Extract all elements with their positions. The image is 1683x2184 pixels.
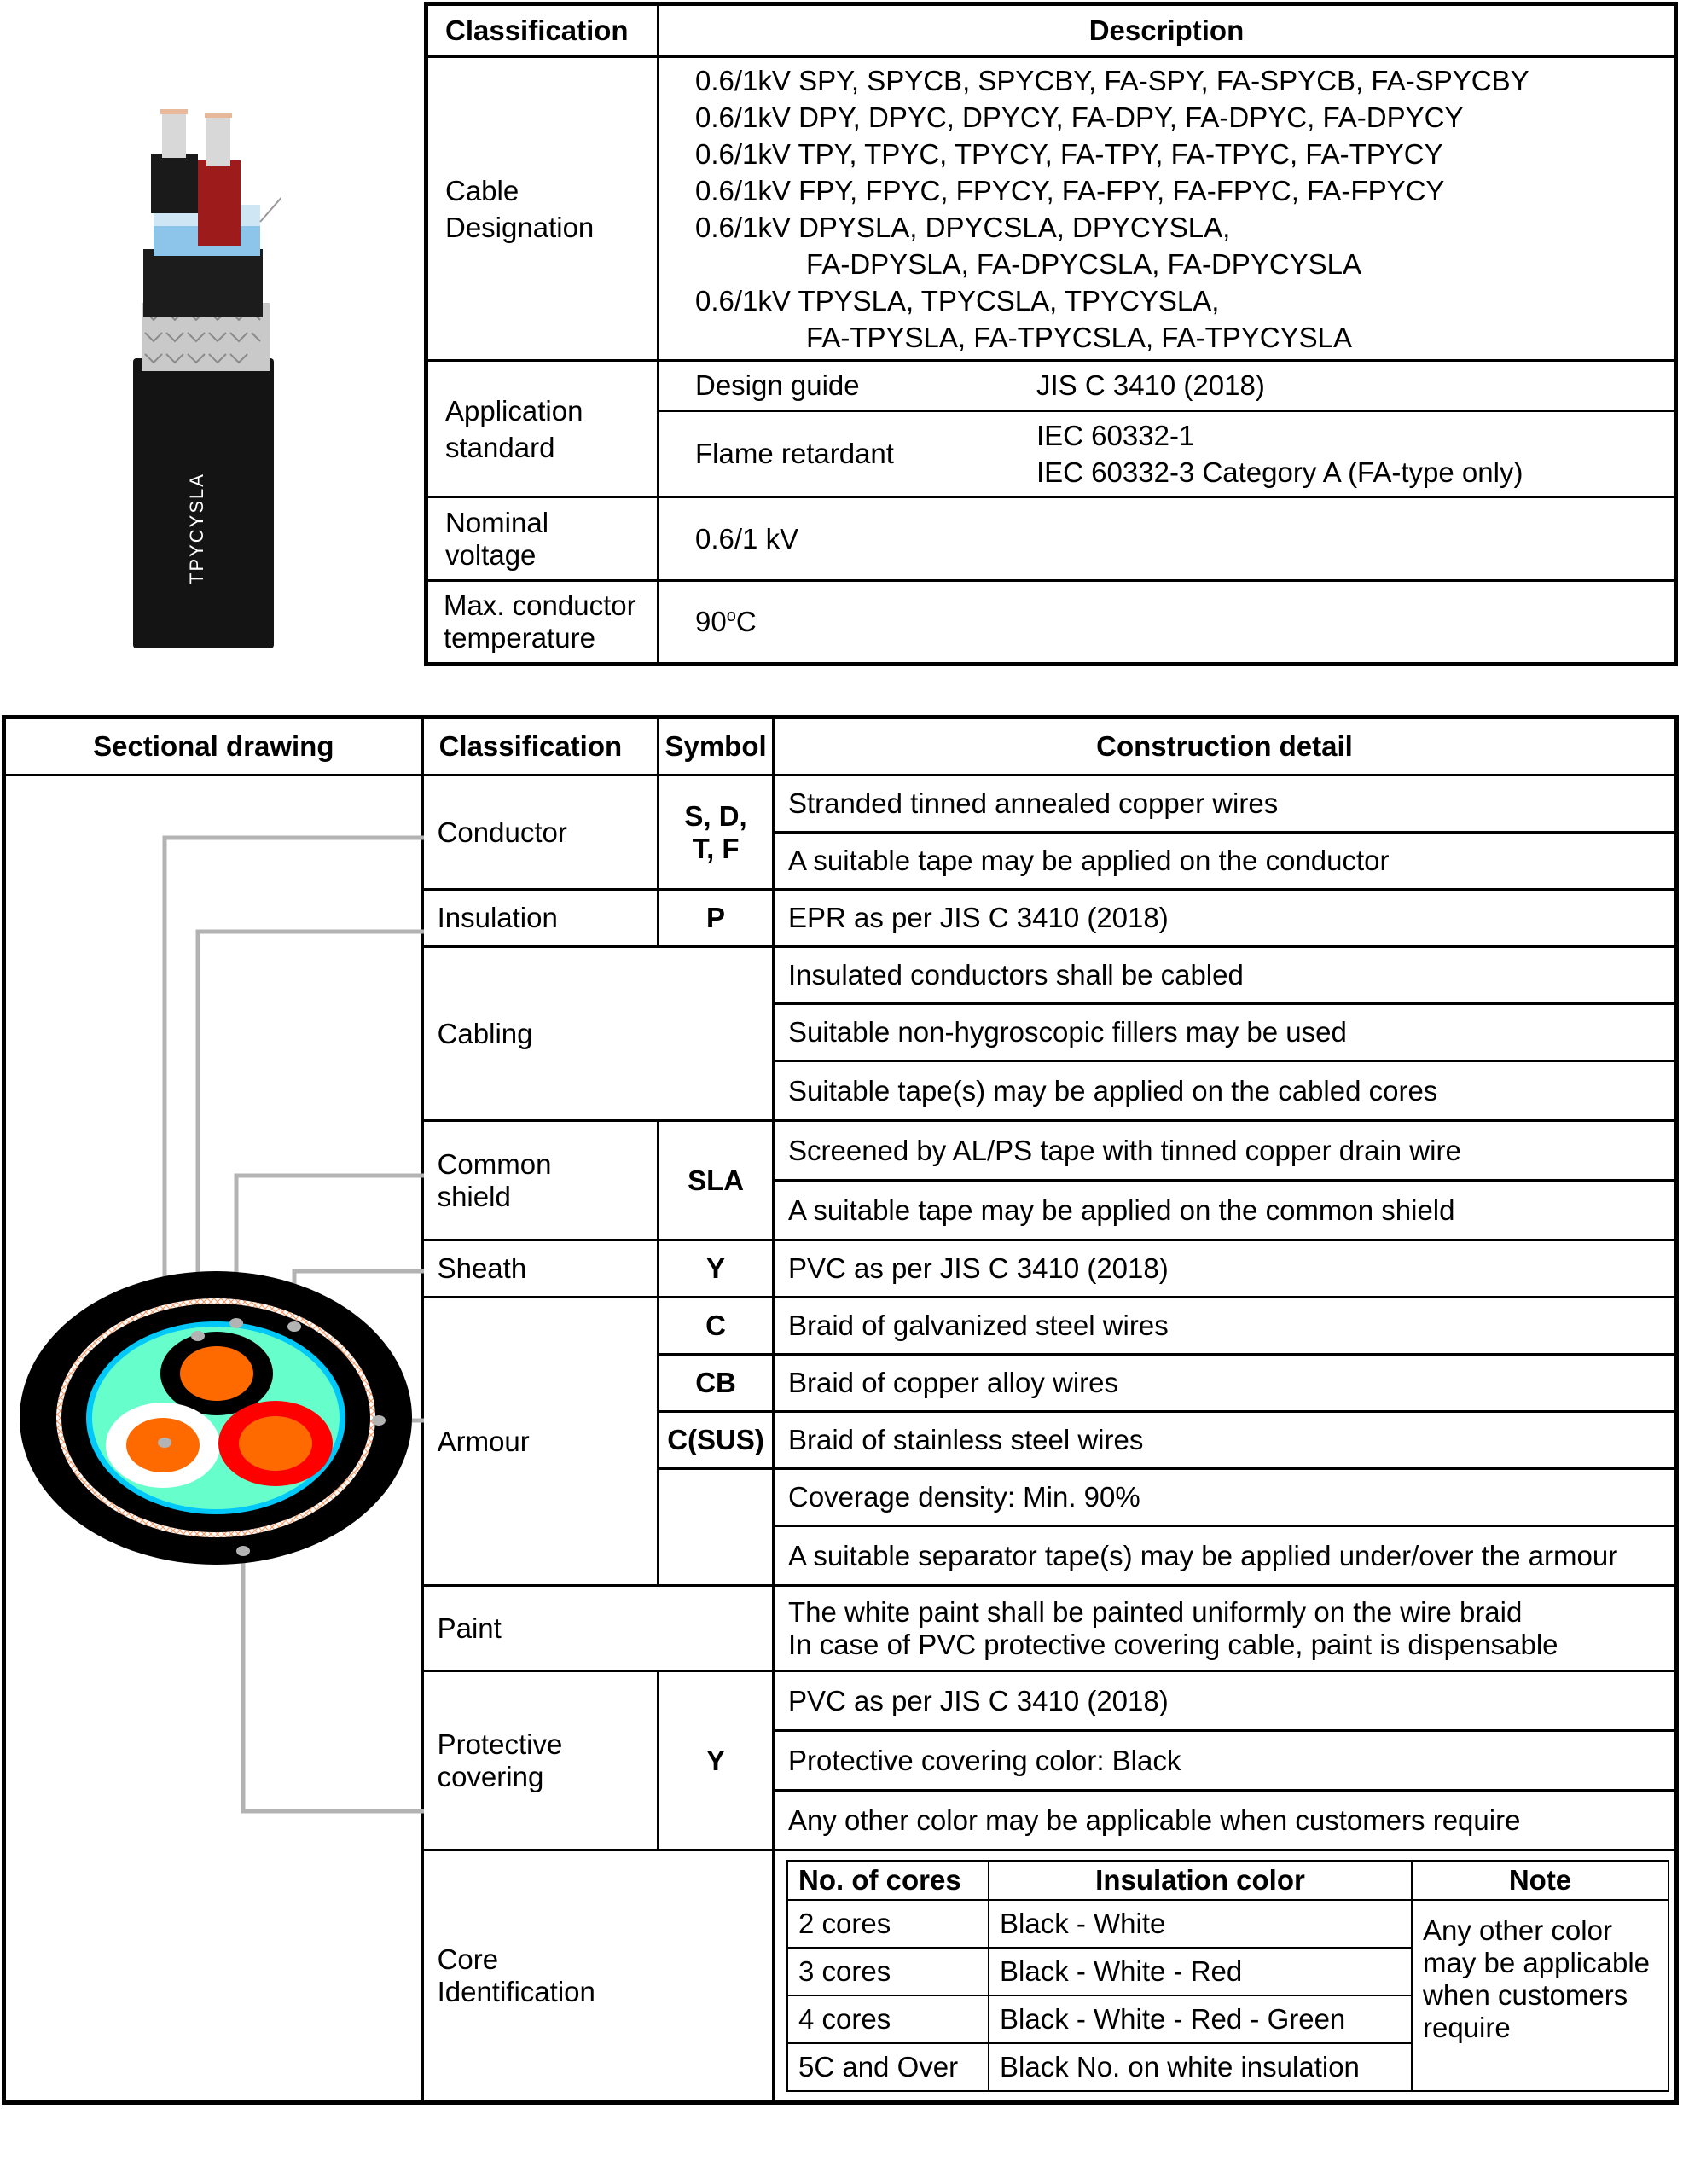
cable-photo-illustration — [128, 51, 281, 648]
max-temperature-value: 90$^o$C — [659, 581, 1676, 665]
header-insulation-color: Insulation color — [989, 1861, 1412, 1900]
core-row: 4 cores Black - White - Red - Green — [787, 1995, 1668, 2043]
armour-detail: Coverage density: Min. 90% — [774, 1469, 1677, 1526]
cable-designation-label: Cable Designation — [427, 57, 659, 361]
protective-covering-detail: Any other color may be applicable when customers require — [774, 1791, 1677, 1850]
header-symbol: Symbol — [659, 717, 774, 775]
paint-detail: The white paint shall be painted uniformly on the wire braid In case of PVC protective covering cable, paint is dispensable — [774, 1586, 1677, 1671]
conductor-symbol: S, D, T, F — [659, 775, 774, 890]
armour-detail: Braid of galvanized steel wires — [774, 1298, 1677, 1355]
core-row: 2 cores Black - White Any other color may be applicable when customers require — [787, 1900, 1668, 1948]
armour-symbol: C — [659, 1298, 774, 1355]
header-description: Description — [659, 4, 1676, 57]
application-standard-label: Application standard — [427, 361, 659, 497]
cabling-detail: Suitable tape(s) may be applied on the cabled cores — [774, 1061, 1677, 1121]
flame-retardant-value-2: IEC 60332-3 Category A (FA-type only) — [1036, 456, 1523, 488]
spec-table — [424, 2, 1678, 666]
header-note: Note — [1412, 1861, 1668, 1900]
photo-conductor-2 — [206, 115, 230, 166]
armour-symbol: C(SUS) — [659, 1412, 774, 1469]
protective-covering-detail: PVC as per JIS C 3410 (2018) — [774, 1671, 1677, 1731]
row-conductor — [4, 775, 1677, 833]
flame-retardant-label: Flame retardant — [695, 438, 894, 469]
insulation-detail: EPR as per JIS C 3410 (2018) — [774, 890, 1677, 947]
header-classification-2: Classification — [422, 717, 659, 775]
designation-line: 0.6/1kV TPYSLA, TPYCSLA, TPYCYSLA, — [695, 284, 1220, 317]
construction-header-row — [4, 717, 1677, 775]
cabling-detail: Suitable non-hygroscopic fillers may be used — [774, 1004, 1677, 1061]
photo-inner-sheath — [143, 249, 263, 317]
conductor-label: Conductor — [422, 775, 659, 890]
nominal-voltage-value: 0.6/1 kV — [659, 497, 1676, 581]
flame-retardant-value-1: IEC 60332-1 — [1036, 420, 1195, 451]
cable-designation-list — [659, 57, 1676, 361]
designation-line: 0.6/1kV DPY, DPYC, DPYCY, FA-DPY, FA-DPYC, FA-DPYCY — [695, 101, 1464, 133]
photo-drain-wire — [260, 188, 281, 222]
photo-cable-label: TPYCYSLA — [186, 473, 207, 584]
header-construction-detail: Construction detail — [774, 717, 1677, 775]
cabling-detail: Insulated conductors shall be cabled — [774, 947, 1677, 1004]
header-no-of-cores: No. of cores — [787, 1861, 989, 1900]
sheath-symbol: Y — [659, 1240, 774, 1298]
conductor-detail: A suitable tape may be applied on the conductor — [774, 833, 1677, 890]
designation-line: 0.6/1kV SPY, SPYCB, SPYCBY, FA-SPY, FA-SPYCB, FA-SPYCBY — [695, 64, 1529, 96]
cable-product-photo — [128, 51, 281, 648]
cabling-label: Cabling — [422, 947, 773, 1121]
common-shield-detail: Screened by AL/PS tape with tinned copper drain wire — [774, 1121, 1677, 1181]
armour-detail: Braid of copper alloy wires — [774, 1355, 1677, 1412]
core-note: Any other color may be applicable when customers require — [1412, 1900, 1668, 2091]
photo-core-red — [198, 160, 241, 246]
photo-conductor-1 — [162, 111, 186, 158]
designation-line: 0.6/1kV FPY, FPYC, FPYCY, FA-FPY, FA-FPYC, FA-FPYCY — [695, 174, 1445, 206]
design-guide-label: Design guide — [659, 362, 1036, 411]
insulation-symbol: P — [659, 890, 774, 947]
sheath-label: Sheath — [422, 1240, 659, 1298]
construction-table — [2, 715, 1679, 2105]
paint-label: Paint — [422, 1586, 773, 1671]
insulation-label: Insulation — [422, 890, 659, 947]
designation-line: FA-DPYSLA, FA-DPYCSLA, FA-DPYCYSLA — [806, 247, 1362, 280]
protective-covering-label: Protective covering — [422, 1671, 659, 1850]
sectional-drawing-cell — [4, 775, 423, 2103]
row-application-standard — [427, 361, 1676, 497]
core-row: 3 cores Black - White - Red — [787, 1948, 1668, 1995]
armour-symbol-empty — [659, 1469, 774, 1586]
row-nominal-voltage — [427, 497, 1676, 581]
row-cable-designation — [427, 57, 1676, 361]
protective-covering-symbol: Y — [659, 1671, 774, 1850]
common-shield-label: Common shield — [422, 1121, 659, 1240]
designation-line: 0.6/1kV TPY, TPYC, TPYCY, FA-TPY, FA-TPYC, FA-TPYCY — [695, 137, 1443, 170]
core-identification-table — [786, 1860, 1669, 2092]
design-guide-value: JIS C 3410 (2018) — [1036, 362, 1674, 411]
header-sectional-drawing: Sectional drawing — [4, 717, 423, 775]
application-standard-subtable — [659, 362, 1674, 496]
armour-detail: Braid of stainless steel wires — [774, 1412, 1677, 1469]
photo-core-black — [151, 154, 198, 213]
designation-line: 0.6/1kV DPYSLA, DPYCSLA, DPYCYSLA, — [695, 211, 1231, 243]
common-shield-symbol: SLA — [659, 1121, 774, 1240]
armour-detail: A suitable separator tape(s) may be applied under/over the armour — [774, 1526, 1677, 1586]
max-temperature-label: Max. conductor temperature — [427, 581, 659, 665]
sheath-detail: PVC as per JIS C 3410 (2018) — [774, 1240, 1677, 1298]
designation-line: FA-TPYSLA, FA-TPYCSLA, FA-TPYCYSLA — [806, 321, 1353, 353]
common-shield-detail: A suitable tape may be applied on the common shield — [774, 1181, 1677, 1240]
armour-symbol: CB — [659, 1355, 774, 1412]
row-max-temperature — [427, 581, 1676, 665]
header-classification: Classification — [427, 4, 659, 57]
protective-covering-detail: Protective covering color: Black — [774, 1731, 1677, 1791]
nominal-voltage-label: Nominal voltage — [427, 497, 659, 581]
core-row: 5C and Over Black No. on white insulation — [787, 2043, 1668, 2091]
core-identification-label: Core Identification — [422, 1850, 773, 2103]
conductor-detail: Stranded tinned annealed copper wires — [774, 775, 1677, 833]
armour-label: Armour — [422, 1298, 659, 1586]
